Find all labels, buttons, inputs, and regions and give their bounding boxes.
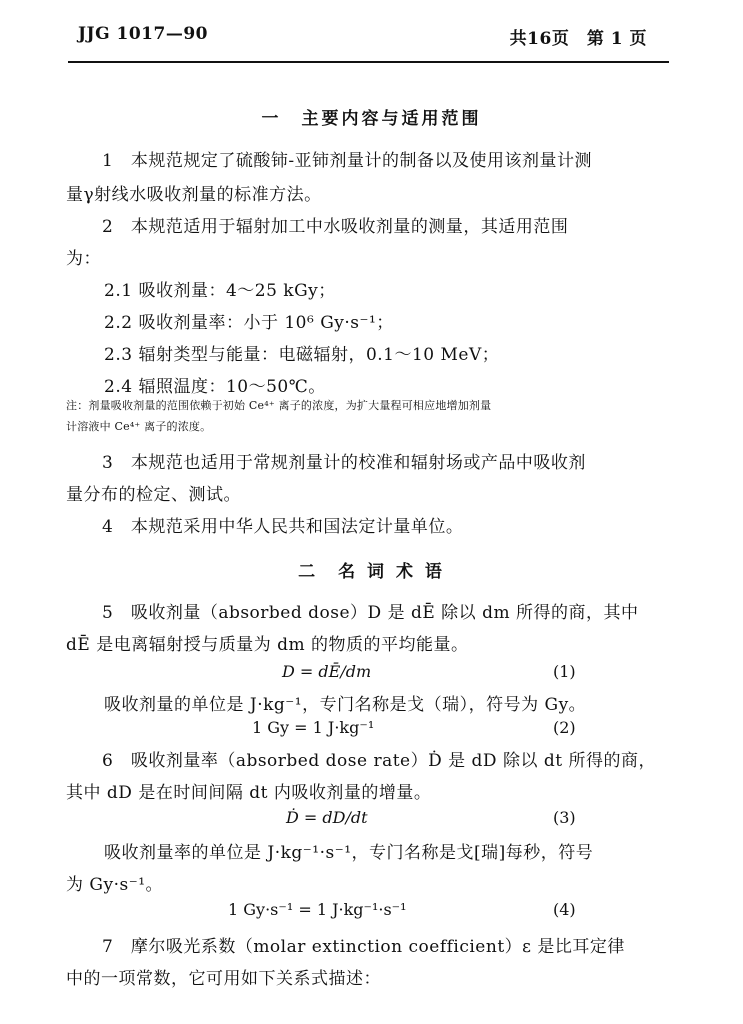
paragraph-5-line-1: 5 吸收剂量（absorbed dose）D 是 dĒ 除以 dm 所得的商，其中: [102, 603, 639, 623]
paragraph-5-line-2: dĒ 是电离辐射授与质量为 dm 的物质的平均能量。: [66, 635, 469, 655]
paragraph-4: 4 本规范采用中华人民共和国法定计量单位。: [102, 517, 464, 537]
note-line-2: 计溶液中 Ce⁴⁺ 离子的浓度。: [66, 420, 212, 433]
paragraph-3-line-2: 量分布的检定、测试。: [66, 485, 241, 505]
dose-unit-text: 吸收剂量的单位是 J·kg⁻¹，专门名称是戈（瑞），符号为 Gy。: [104, 695, 587, 715]
section-title-1: 一 主要内容与适用范围: [261, 109, 482, 129]
dose-rate-unit-line-2: 为 Gy·s⁻¹。: [66, 875, 164, 895]
dose-rate-unit-line-1: 吸收剂量率的单位是 J·kg⁻¹·s⁻¹，专门名称是戈[瑞]每秒，符号: [104, 843, 594, 863]
equation-2-number: (2): [553, 718, 576, 737]
equation-1: D = dĒ/dm: [282, 662, 372, 681]
paragraph-2-line-1: 2 本规范适用于辐射加工中水吸收剂量的测量，其适用范围: [102, 217, 569, 237]
paragraph-1-line-2: 量γ射线水吸收剂量的标准方法。: [66, 185, 322, 205]
paragraph-6-line-1: 6 吸收剂量率（absorbed dose rate）Ḋ 是 dD 除以 dt 所得的商，: [102, 751, 656, 771]
paragraph-6-line-2: 其中 dD 是在时间间隔 dt 内吸收剂量的增量。: [66, 783, 432, 803]
page-counter: 共16页 第 1 页: [509, 29, 647, 49]
equation-3: Ḋ = dD/dt: [286, 808, 368, 827]
list-item: 2.2 吸收剂量率：小于 10⁶ Gy·s⁻¹；: [104, 313, 394, 333]
equation-4-number: (4): [553, 900, 576, 919]
equation-1-number: (1): [553, 662, 576, 681]
equation-4: 1 Gy·s⁻¹ = 1 J·kg⁻¹·s⁻¹: [228, 900, 407, 919]
paragraph-3-line-1: 3 本规范也适用于常规剂量计的校准和辐射场或产品中吸收剂: [102, 453, 586, 473]
header-rule: [68, 61, 669, 63]
equation-2: 1 Gy = 1 J·kg⁻¹: [252, 718, 375, 737]
list-item: 2.3 辐射类型与能量：电磁辐射，0.1～10 MeV；: [104, 345, 500, 365]
paragraph-7-line-2: 中的一项常数，它可用如下关系式描述：: [66, 969, 381, 989]
paragraph-2-line-2: 为：: [66, 249, 101, 269]
standard-code: JJG 1017—90: [78, 24, 208, 44]
list-item: 2.4 辐照温度：10～50℃。: [104, 377, 326, 397]
paragraph-1-line-1: 1 本规范规定了硫酸铈-亚铈剂量计的制备以及使用该剂量计测: [102, 151, 593, 171]
list-item: 2.1 吸收剂量：4～25 kGy；: [104, 281, 336, 301]
paragraph-7-line-1: 7 摩尔吸光系数（molar extinction coefficient）ε 是比耳定律: [102, 937, 625, 957]
section-title-2: 二 名 词 术 语: [298, 562, 445, 582]
note-line-1: 注：剂量吸收剂量的范围依赖于初始 Ce⁴⁺ 离子的浓度，为扩大量程可相应地增加剂量: [66, 399, 492, 412]
equation-3-number: (3): [553, 808, 576, 827]
